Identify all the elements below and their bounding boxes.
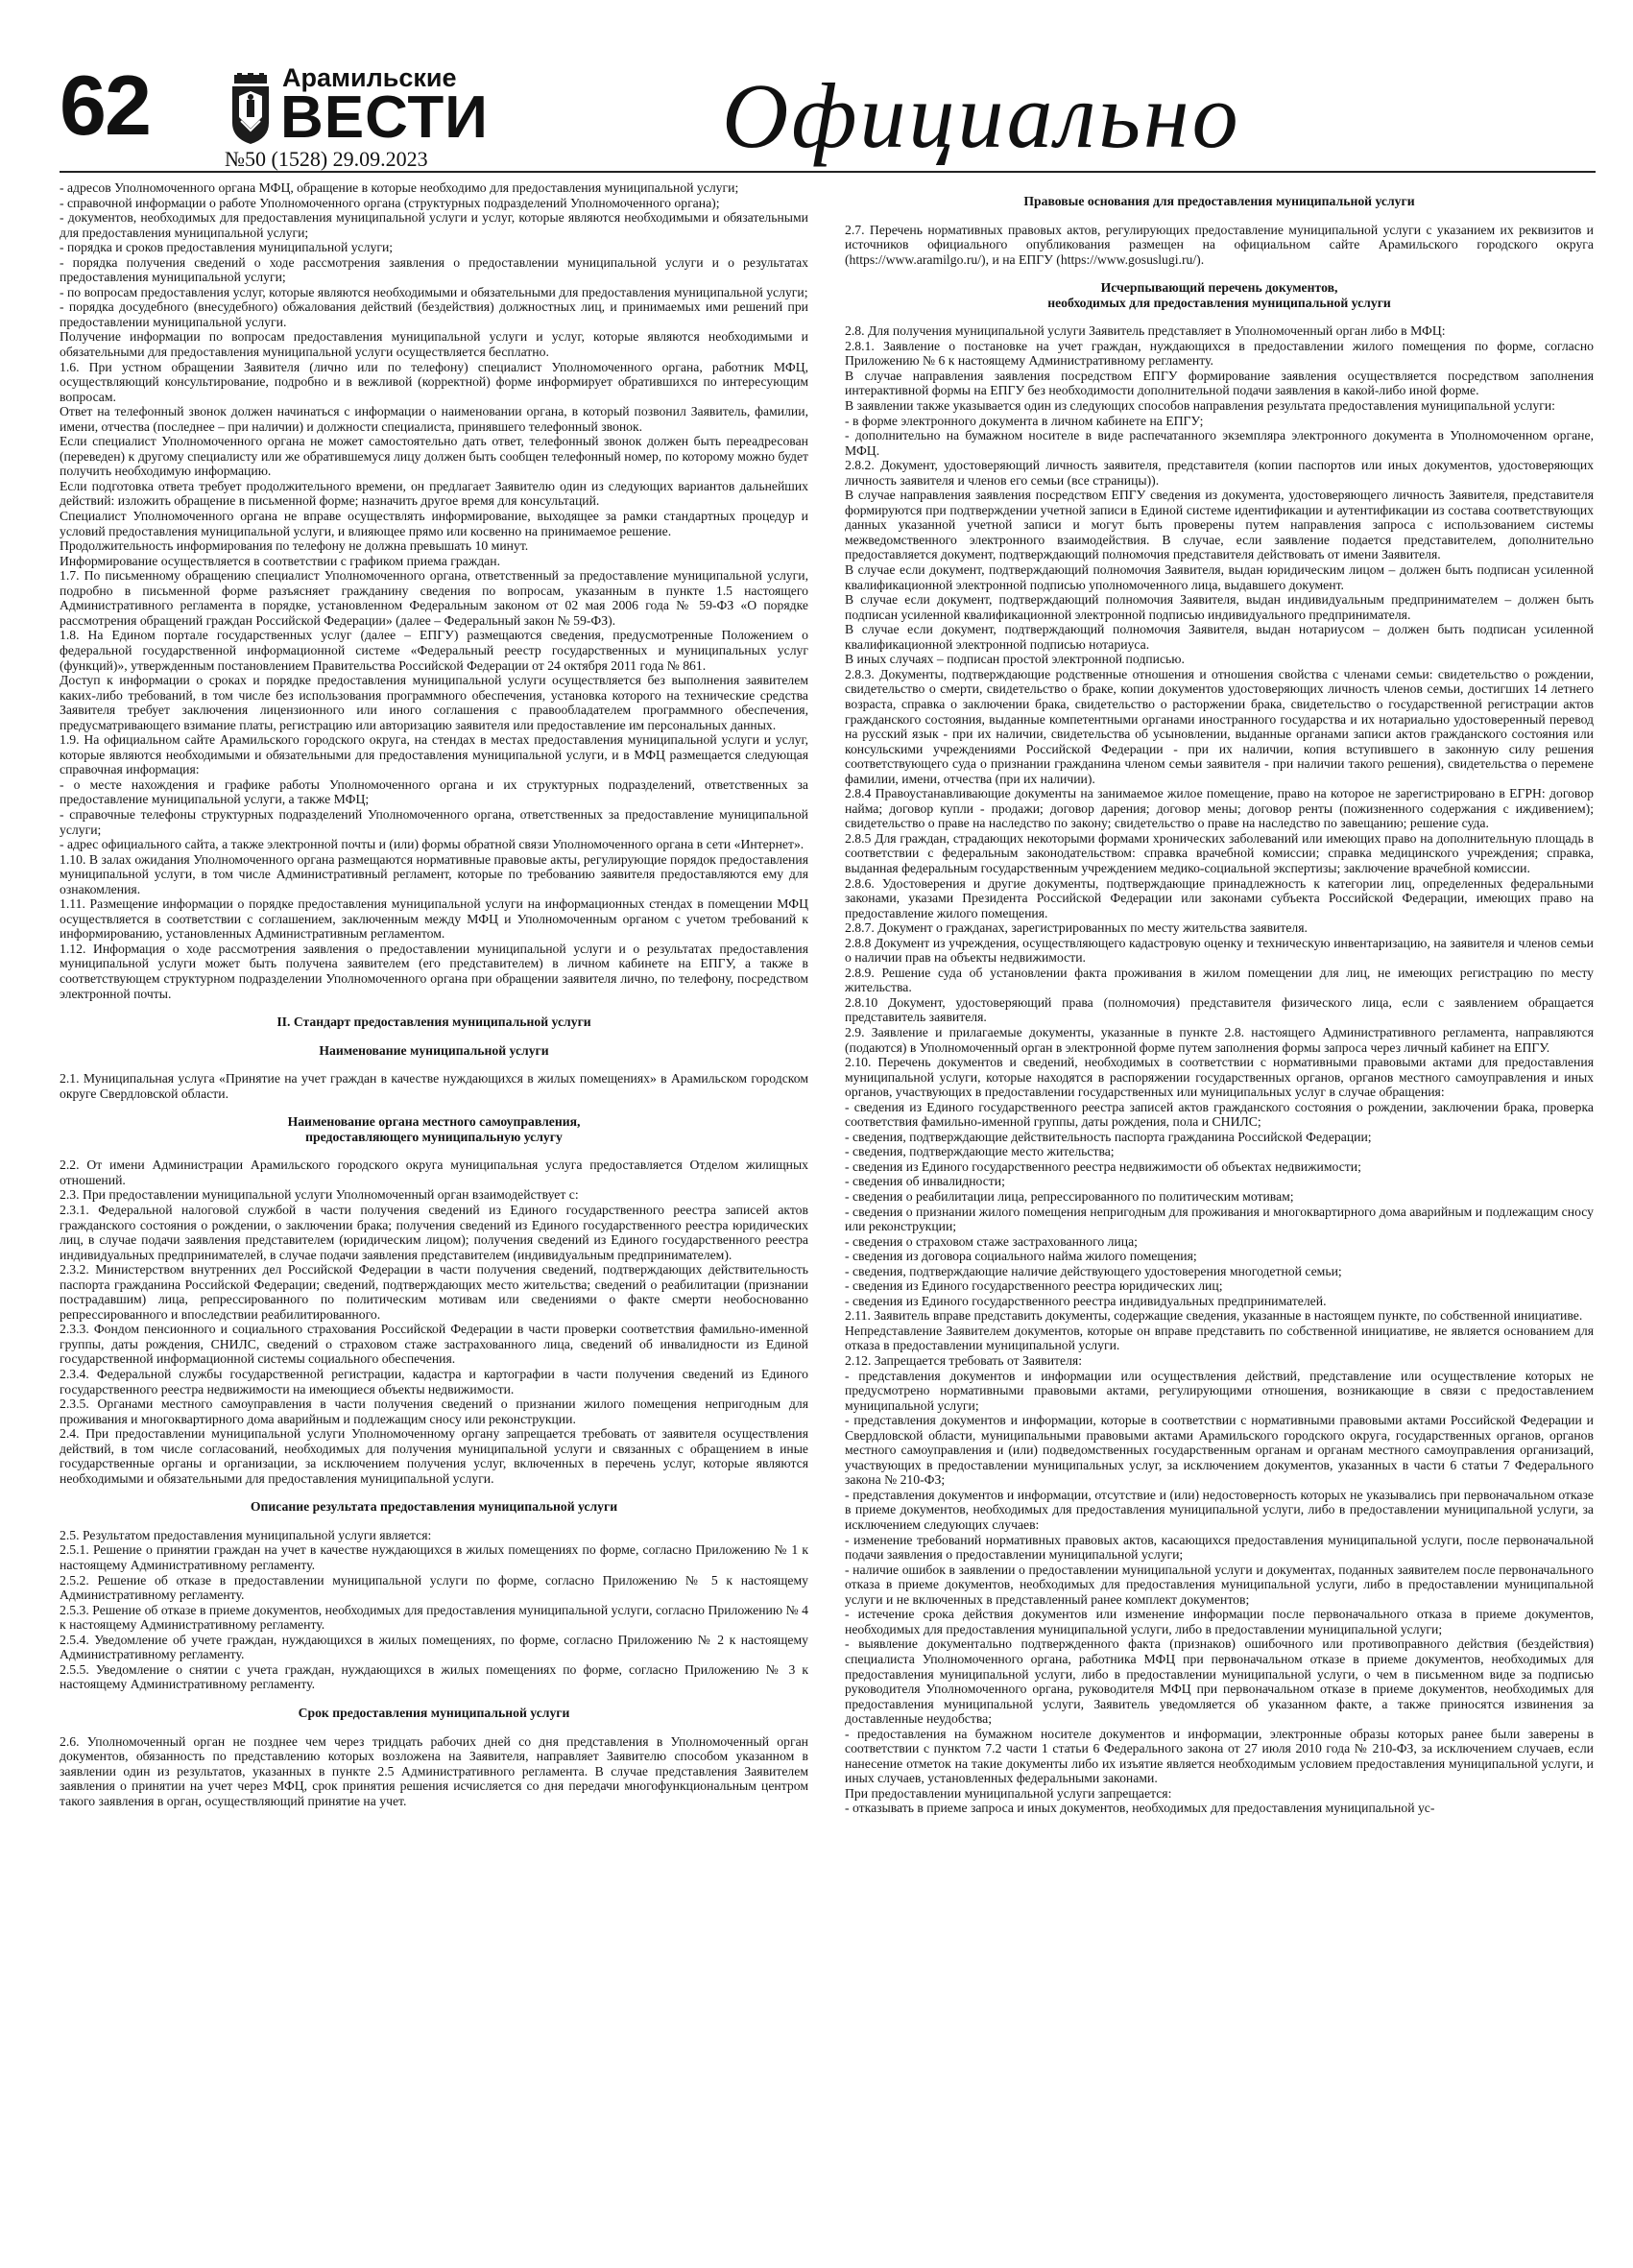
- paragraph: - о месте нахождения и графике работы Уполномоченного органа и их структурных подразделений, ответственных за предоставление муниципальной услуги, а также МФЦ;: [60, 776, 808, 807]
- paragraph: - порядка досудебного (внесудебного) обжалования действий (бездействия) должностных лиц, и принимаемых ими решений при предоставлении муниципальной услуги.: [60, 299, 808, 329]
- section-heading: II. Стандарт предоставления муниципальной услуги: [276, 1015, 591, 1030]
- paragraph: - представления документов и информации или осуществления действий, представление или осуществление которых не предусмотрено нормативными правовыми актами, регулирующими отношения, возникающие в связи с предоставлением муниципальной услуги;: [845, 1368, 1594, 1413]
- paragraph: 2.8.7. Документ о гражданах, зарегистрированных по месту жительства заявителя.: [845, 920, 1308, 936]
- paragraph: 1.8. На Едином портале государственных услуг (далее – ЕПГУ) размещаются сведения, предусмотренные Положением о федеральной государственной информационной системе «Федеральный реестр государственных и муниципальных услуг (функций)», утвержденным постановлением Правительства Российской Федерации от 24 октября 2011 года № 861.: [60, 628, 808, 673]
- paragraph: 2.3.2. Министерством внутренних дел Российской Федерации в части получения сведений, подтверждающих действительность паспорта гражданина Российской Федерации; сведений, подтверждающих место жительства; сведений о реабилитации (признании пострадавшим) лица, репрессированного по политическим мотивам или сведениями о факте смерти необоснованно репрессированного и впоследствии реабилитированного.: [60, 1262, 808, 1322]
- paragraph: В иных случаях – подписан простой электронной подписью.: [845, 652, 1185, 667]
- section-heading: Описание результата предоставления муниципальной услуги: [250, 1499, 618, 1515]
- paragraph: Доступ к информации о сроках и порядке предоставления муниципальной услуги осуществляется без выполнения заявителем каких-либо требований, в том числе без использования программного обеспечения, установка которого на технические средства Заявителя требует заключения лицензионного или иного соглашения с правообладателем программного обеспечения, предусматривающего взимание платы, регистрацию или авторизацию заявителя или предоставление им персональных данных.: [60, 673, 808, 732]
- paragraph: - сведения из Единого государственного реестра индивидуальных предпринимателей.: [845, 1293, 1327, 1308]
- issue-info: №50 (1528) 29.09.2023: [225, 147, 428, 171]
- paragraph: 2.7. Перечень нормативных правовых актов, регулирующих предоставление муниципальной услуги с указанием их реквизитов и источников официального опубликования размещен на официальном сайте Арамильского городского округа (https://www.aramilgo.ru/), и на ЕПГУ (https://www.gosuslugi.ru/).: [845, 222, 1594, 267]
- paragraph: В случае если документ, подтверждающий полномочия Заявителя, выдан индивидуальным предпринимателем – должен быть подписан усиленной квалификационной электронной подписью индивидуального предпринимателя.: [845, 592, 1594, 622]
- paragraph: Если подготовка ответа требует продолжительного времени, он предлагает Заявителю один из следующих вариантов дальнейших действий: изложить обращение в письменной форме; назначить другое время для консультаций.: [60, 478, 808, 509]
- paragraph: 2.5.4. Уведомление об учете граждан, нуждающихся в жилых помещениях, по форме, согласно Приложению № 2 к настоящему Административному регламенту.: [60, 1632, 808, 1662]
- paragraph: В случае если документ, подтверждающий полномочия Заявителя, выдан юридическим лицом – должен быть подписан усиленной квалификационной электронной подписью уполномоченного лица, выдавшего документ.: [845, 562, 1594, 592]
- page-number: 62: [60, 58, 150, 153]
- paragraph: 2.8.8 Документ из учреждения, осуществляющего кадастровую оценку и техническую инвентаризацию, на заявителя и членов семьи о наличии прав на объекты недвижимости.: [845, 935, 1594, 966]
- paragraph: - по вопросам предоставления услуг, которые являются необходимыми и обязательными для предоставления муниципальной услуги;: [60, 284, 808, 299]
- section-heading: [60, 1114, 808, 1144]
- paragraph: 2.8.10 Документ, удостоверяющий права (полномочия) представителя физического лица, если с заявлением обращается представитель заявителя.: [845, 994, 1594, 1025]
- paragraph: - сведения, подтверждающие действительность паспорта гражданина Российской Федерации;: [845, 1129, 1372, 1144]
- paragraph: - сведения об инвалидности;: [845, 1174, 1005, 1189]
- paragraph: 2.8. Для получения муниципальной услуги Заявитель представляет в Уполномоченный орган либо в МФЦ:: [845, 323, 1446, 339]
- paragraph: - в форме электронного документа в личном кабинете на ЕПГУ;: [845, 413, 1204, 428]
- paragraph: 2.5.1. Решение о принятии граждан на учет в качестве нуждающихся в жилых помещениях по форме, согласно Приложению № 1 к настоящему Административному регламенту.: [60, 1542, 808, 1573]
- left-column: [60, 180, 808, 2244]
- paragraph: 2.8.5 Для граждан, страдающих некоторыми формами хронических заболеваний или имеющих право на дополнительную площадь в соответствии с федеральным законодательством: справка врачебной комиссии; справка медицинского учреждения; справка, выданная федеральным государственным учреждением медико-социальной экспертизы; заключение врачебной комиссии.: [845, 830, 1594, 875]
- paragraph: Если специалист Уполномоченного органа не может самостоятельно дать ответ, телефонный звонок должен быть переадресован (переведен) к другому специалисту или же обратившемуся лицу должен быть сообщен телефонный номер, по которому можно будет получить необходимую информацию.: [60, 434, 808, 479]
- paragraph: - сведения о признании жилого помещения непригодным для проживания и многоквартирного дома аварийным и подлежащим сносу или реконструкции;: [845, 1204, 1594, 1234]
- paragraph: - порядка и сроков предоставления муниципальной услуги;: [60, 240, 394, 255]
- newspaper-logo: [225, 61, 513, 154]
- paragraph: - справочные телефоны структурных подразделений Уполномоченного органа, ответственных за предоставление муниципальной услуги;: [60, 806, 808, 837]
- section-title: Официально: [722, 64, 1241, 167]
- paragraph: В случае направления заявления посредством ЕПГУ формирование заявления осуществляется посредством заполнения интерактивной формы на ЕПГУ без необходимости дополнительной подачи заявления в какой-либо иной форме.: [845, 368, 1594, 398]
- paragraph: Продолжительность информирования по телефону не должна превышать 10 минут.: [60, 538, 529, 554]
- paragraph: Информирование осуществляется в соответствии с графиком приема граждан.: [60, 553, 500, 568]
- section-heading-line: Исчерпывающий перечень документов,: [1100, 280, 1338, 296]
- paragraph: - отказывать в приеме запроса и иных документов, необходимых для предоставления муниципальной ус-: [845, 1801, 1435, 1816]
- paragraph: 2.4. При предоставлении муниципальной услуги Уполномоченному органу запрещается требовать от заявителя осуществления действий, в том числе согласований, необходимых для получения муниципальной услуги и связанных с обращением в иные государственные органы и организации, за исключением получения услуг, включенных в перечень услуг, которые являются необходимыми и обязательными для предоставления муниципальной услуги.: [60, 1426, 808, 1486]
- paragraph: - справочной информации о работе Уполномоченного органа (структурных подразделений Уполномоченного органа);: [60, 195, 720, 210]
- paragraph: 2.8.2. Документ, удостоверяющий личность заявителя, представителя (копии паспортов или иных документов, удостоверяющих личность заявителя и членов его семьи (все страницы)).: [845, 458, 1594, 488]
- paragraph: 2.8.6. Удостоверения и другие документы, подтверждающие принадлежность к категории лиц, определенных федеральными законами, указами Президента Российской Федерации или законами субъекта Российской Федерации, имеющих право на предоставление жилого помещения.: [845, 875, 1594, 920]
- paragraph: Ответ на телефонный звонок должен начинаться с информации о наименовании органа, в который позвонил Заявитель, фамилии, имени, отчества (последнее – при наличии) и должности специалиста, принявшего телефонный звонок.: [60, 404, 808, 434]
- paragraph: - представления документов и информации, которые в соответствии с нормативными правовыми актами Российской Федерации и Свердловской области, муниципальными правовыми актами Арамильского городского округа, государственных органов, органов местного самоуправления и (или) подведомственных государственным органам и органам местного самоуправления организаций, участвующих в предоставлении муниципальных услуг, за исключением документов, указанных в части 6 статьи 7 Федерального закона № 210-ФЗ;: [845, 1413, 1594, 1488]
- paragraph: - изменение требований нормативных правовых актов, касающихся предоставления муниципальной услуги, после первоначальной подачи заявления о предоставлении муниципальной услуги;: [845, 1532, 1594, 1563]
- paragraph: 2.9. Заявление и прилагаемые документы, указанные в пункте 2.8. настоящего Административного регламента, направляются (подаются) в Уполномоченный орган в электронной форме путем заполнения формы запроса через личный кабинет на ЕПГУ.: [845, 1024, 1594, 1055]
- paragraph: - сведения из договора социального найма жилого помещения;: [845, 1249, 1197, 1264]
- paragraph: Специалист Уполномоченного органа не вправе осуществлять информирование, выходящее за рамки стандартных процедур и условий предоставления муниципальной услуги, и влияющее прямо или косвенно на принимаемое решение.: [60, 509, 808, 538]
- paragraph: 2.3. При предоставлении муниципальной услуги Уполномоченный орган взаимодействует с:: [60, 1187, 579, 1203]
- paragraph: - истечение срока действия документов или изменение информации после первоначального отказа в приеме документов, необходимых для предоставления муниципальной услуги, либо в предоставлении муниципальной услуги;: [845, 1607, 1594, 1636]
- section-heading-line: предоставляющего муниципальную услугу: [305, 1129, 563, 1144]
- paragraph: 1.11. Размещение информации о порядке предоставления муниципальной услуги на информационных стендах в помещении МФЦ осуществляется в соответствии с соглашением, заключенным между МФЦ и Уполномоченным органом с учетом требований к информированию, установленных Административным регламентом.: [60, 896, 808, 942]
- paragraph: - дополнительно на бумажном носителе в виде распечатанного экземпляра электронного документа в Уполномоченном органе, МФЦ.: [845, 428, 1594, 458]
- paragraph: 2.3.1. Федеральной налоговой службой в части получения сведений из Единого государственного реестра записей актов гражданского состояния о рождении, о заключении брака; получения сведений из Единого государственного реестра юридических лиц, в случае подачи заявления представителем (юридическим лицом); получения сведений из Единого государственного реестра индивидуальных предпринимателей, в случае подачи заявления представителем (индивидуальным предпринимателем).: [60, 1203, 808, 1262]
- section-heading: Срок предоставления муниципальной услуги: [298, 1705, 570, 1720]
- paragraph: Непредставление Заявителем документов, которые он вправе представить по собственной инициативе, не является основанием для отказа в предоставлении муниципальной услуги.: [845, 1323, 1594, 1353]
- paragraph: 2.3.4. Федеральной службы государственной регистрации, кадастра и картографии в части получения сведений из Единого государственного реестра недвижимости на имеющиеся объекты недвижимости.: [60, 1367, 808, 1397]
- paragraph: Получение информации по вопросам предоставления муниципальной услуги и услуг, которые являются необходимыми и обязательными для предоставления муниципальной услуги осуществляется бесплатно.: [60, 329, 808, 360]
- section-heading: Правовые основания для предоставления муниципальной услуги: [1023, 194, 1415, 208]
- paragraph: 1.9. На официальном сайте Арамильского городского округа, на стендах в местах предоставления муниципальной услуги и услуг, которые являются необходимыми и обязательными для предоставления муниципальной услуги, и в МФЦ размещается следующая справочная информация:: [60, 732, 808, 777]
- paragraph: 2.5.2. Решение об отказе в предоставлении муниципальной услуги по форме, согласно Приложению № 5 к настоящему Административному регламенту.: [60, 1572, 808, 1603]
- coat-of-arms-icon: [225, 73, 276, 146]
- paragraph: 2.12. Запрещается требовать от Заявителя:: [845, 1353, 1083, 1369]
- paragraph: - представления документов и информации, отсутствие и (или) недостоверность которых не указывались при первоначальном отказе в приеме документов, необходимых для предоставления муниципальной услуги, либо в предоставлении муниципальной услуги, за исключением следующих случаев:: [845, 1487, 1594, 1533]
- paragraph: - адрес официального сайта, а также электронной почты и (или) формы обратной связи Уполномоченного органа в сети «Интернет».: [60, 837, 804, 852]
- paragraph: 2.10. Перечень документов и сведений, необходимых в соответствии с нормативными правовыми актами для предоставления муниципальной услуги, которые находятся в распоряжении государственных органов, органов местного самоуправления и иных органов, участвующих в предоставлении государственных или муниципальных услуг в случае обращения:: [845, 1055, 1594, 1100]
- brand-title: ВЕСТИ: [280, 84, 489, 151]
- paragraph: В случае направления заявления посредством ЕПГУ сведения из документа, удостоверяющего личность Заявителя, представителя формируются при подтверждении учетной записи в Единой системе идентификации и аутентификации из состава соответствующих данных указанной учетной записи и могут быть проверены путем направления запроса с использованием системы межведомственного электронного взаимодействия. В случае, если заявление подается представителем, дополнительно предоставляется документ, подтверждающий полномочия представителя действовать от имени Заявителя.: [845, 488, 1594, 562]
- paragraph: В заявлении также указывается один из следующих способов направления результата предоставления муниципальной услуги:: [845, 398, 1555, 414]
- paragraph: 1.6. При устном обращении Заявителя (лично или по телефону) специалист Уполномоченного органа, работник МФЦ, осуществляющий консультирование, подробно и в вежливой (корректной) форме информирует обратившихся по интересующим вопросам.: [60, 359, 808, 404]
- paragraph: - предоставления на бумажном носителе документов и информации, электронные образы которых ранее были заверены в соответствии с пунктом 7.2 части 1 статьи 6 Федерального закона от 27 июля 2010 года № 210-ФЗ, за исключением случаев, если нанесение отметок на такие документы либо их изъятие является необходимым условием предоставления муниципальной услуги, и иных случаев, установленных федеральными законами.: [845, 1726, 1594, 1786]
- paragraph: 2.6. Уполномоченный орган не позднее чем через тридцать рабочих дней со дня представления в Уполномоченный орган документов, обязанность по представлению которых возложена на Заявителя, направляет Заявителю способом указанном в заявлении один из результатов, указанных в пункте 2.5 Административного регламента. В случае представления Заявителем заявления о принятии на учет через МФЦ, срок принятия решения исчисляется со дня передачи многофункциональным центром такого заявления в орган, осуществляющий принятие на учет.: [60, 1733, 808, 1808]
- section-heading-line: необходимых для предоставления муниципальной услуги: [1047, 295, 1391, 310]
- paragraph: - документов, необходимых для предоставления муниципальной услуги и услуг, которые являются необходимыми и обязательными для предоставления муниципальной услуги;: [60, 210, 808, 240]
- paragraph: - сведения из Единого государственного реестра записей актов гражданского состояния о рождении, заключении брака, проверка соответствия фамильно-именной группы, даты рождения, пола и СНИЛС;: [845, 1099, 1594, 1130]
- paragraph: 2.2. От имени Администрации Арамильского городского округа муниципальная услуга предоставляется Отделом жилищных отношений.: [60, 1158, 808, 1187]
- header-rule: [60, 171, 1596, 173]
- paragraph: 1.7. По письменному обращению специалист Уполномоченного органа, ответственный за предоставление муниципальной услуги, подробно в письменной форме разъясняет гражданину сведения по вопросам, указанным в пункте 1.5 настоящего Административного регламента в порядке, установленном Федеральным законом от 02 мая 2006 года № 59-ФЗ «О порядке рассмотрения обращений граждан Российской Федерации» (далее – Федеральный закон № 59-ФЗ).: [60, 568, 808, 628]
- paragraph: - наличие ошибок в заявлении о предоставлении муниципальной услуги и документах, поданных заявителем после первоначального отказа в приеме документов, необходимых для предоставления муниципальной услуги, либо в предоставлении муниципальной услуги и не включенных в представленный ранее комплект документов;: [845, 1562, 1594, 1607]
- paragraph: - адресов Уполномоченного органа МФЦ, обращение в которые необходимо для предоставления муниципальной услуги;: [60, 180, 739, 195]
- paragraph: 2.8.9. Решение суда об установлении факта проживания в жилом помещении для лиц, не имеющих регистрацию по месту жительства.: [845, 965, 1594, 995]
- paragraph: 2.3.3. Фондом пенсионного и социального страхования Российской Федерации в части проверки соответствия фамильно-именной группы, даты рождения, СНИЛС, сведений о страховом стаже застрахованного лица, сведений об инвалидности из Единой государственной информационной системы социального обеспечения.: [60, 1322, 808, 1367]
- paragraph: - сведения о реабилитации лица, репрессированного по политическим мотивам;: [845, 1189, 1294, 1204]
- paragraph: - сведения, подтверждающие наличие действующего удостоверения многодетной семьи;: [845, 1263, 1342, 1278]
- brand-subtitle: Арамильские: [282, 63, 457, 92]
- paragraph: 2.5. Результатом предоставления муниципальной услуги является:: [60, 1527, 432, 1542]
- paragraph: - сведения из Единого государственного реестра недвижимости об объектах недвижимости;: [845, 1158, 1361, 1174]
- paragraph: 2.5.3. Решение об отказе в приеме документов, необходимых для предоставления муниципальной услуги, согласно Приложению № 4 к настоящему Административному регламенту.: [60, 1602, 808, 1633]
- paragraph: 1.10. В залах ожидания Уполномоченного органа размещаются нормативные правовые акты, регулирующие порядок предоставления муниципальной услуги, в том числе Административный регламент, которые по требованию заявителя предоставляются ему для ознакомления.: [60, 851, 808, 896]
- section-heading: [845, 280, 1594, 310]
- paragraph: - сведения, подтверждающие место жительства;: [845, 1144, 1115, 1159]
- paragraph: 2.11. Заявитель вправе представить документы, содержащие сведения, указанные в настоящем пункте, по собственной инициативе.: [845, 1308, 1583, 1324]
- paragraph: 2.8.3. Документы, подтверждающие родственные отношения и отношения свойства с членами семьи: свидетельство о рождении, свидетельство о смерти, свидетельство о браке, копии документов удостоверяющих личность членов семьи, достигших 14 летнего возраста, справка о заключении брака, свидетельство о расторжении брака, свидетельство о государственной регистрации актов гражданского состояния, выданные компетентными органами иностранного государства и их нотариально удостоверенный перевод на русский язык - при их наличии, свидетельства об усыновлении, выданные органами записи актов гражданского состояния или консульскими учреждениями Российской Федерации - при их наличии, копия вступившего в законную силу решения соответствующего суда о признании гражданина членом семьи заявителя - при наличии такого решения), свидетельства о перемене фамилии, имени, отчества (при их наличии).: [845, 666, 1594, 786]
- paragraph: 2.3.5. Органами местного самоуправления в части получения сведений о признании жилого помещения непригодным для проживания и многоквартирного дома аварийным и подлежащим сносу или реконструкции.: [60, 1397, 808, 1426]
- paragraph: При предоставлении муниципальной услуги запрещается:: [845, 1785, 1172, 1801]
- paragraph: В случае если документ, подтверждающий полномочия Заявителя, выдан нотариусом – должен быть подписан усиленной квалификационной электронной подписью нотариуса.: [845, 622, 1594, 652]
- paragraph: - сведения о страховом стаже застрахованного лица;: [845, 1233, 1138, 1249]
- paragraph: 2.5.5. Уведомление о снятии с учета граждан, нуждающихся в жилых помещениях по форме, согласно Приложению № 3 к настоящему Административному регламенту.: [60, 1661, 808, 1692]
- paragraph: - порядка получения сведений о ходе рассмотрения заявления о предоставлении муниципальной услуги и о результатах предоставления муниципальной услуги;: [60, 254, 808, 285]
- section-heading-line: Наименование органа местного самоуправления,: [287, 1114, 581, 1130]
- right-column: [845, 180, 1594, 2244]
- paragraph: 2.8.1. Заявление о постановке на учет граждан, нуждающихся в предоставлении жилого помещения по форме, согласно Приложению № 6 к настоящему Административному регламенту.: [845, 338, 1594, 369]
- paragraph: - сведения из Единого государственного реестра юридических лиц;: [845, 1278, 1223, 1294]
- paragraph: - выявление документально подтвержденного факта (признаков) ошибочного или противоправного действия (бездействия) специалиста Уполномоченного органа, работника МФЦ при первоначальном отказе в приеме документов, необходимых для предоставления муниципальной услуги, либо в предоставлении муниципальной услуги, о чем в письменном виде за подписью руководителя Уполномоченного органа, руководителя МФЦ при первоначальном отказе в приеме документов, необходимых для предоставления муниципальной услуги, Заявитель уведомляется об указанном факте, а также приносятся извинения за доставленные неудобства;: [845, 1636, 1594, 1727]
- masthead: [60, 58, 1596, 171]
- paragraph: 1.12. Информация о ходе рассмотрения заявления о предоставлении муниципальной услуги и о результатах предоставления муниципальной услуги может быть получена заявителем (его представителем) в личном кабинете на ЕПГУ, а также в соответствующем структурном подразделении Уполномоченного органа при обращении заявителя лично, по телефону, посредством электронной почты.: [60, 941, 808, 1001]
- paragraph: 2.8.4 Правоустанавливающие документы на занимаемое жилое помещение, право на которое не зарегистрировано в ЕГРН: договор найма; договор купли - продажи; договор дарения; договор мены; договор ренты (пожизненного содержания с иждивением); свидетельство о праве на наследство по закону; свидетельство о праве на наследство по завещанию; решение суда.: [845, 786, 1594, 831]
- section-heading: Наименование муниципальной услуги: [319, 1042, 549, 1058]
- paragraph: 2.1. Муниципальная услуга «Принятие на учет граждан в качестве нуждающихся в жилых помещениях» в Арамильском городском округе Свердловской области.: [60, 1071, 808, 1101]
